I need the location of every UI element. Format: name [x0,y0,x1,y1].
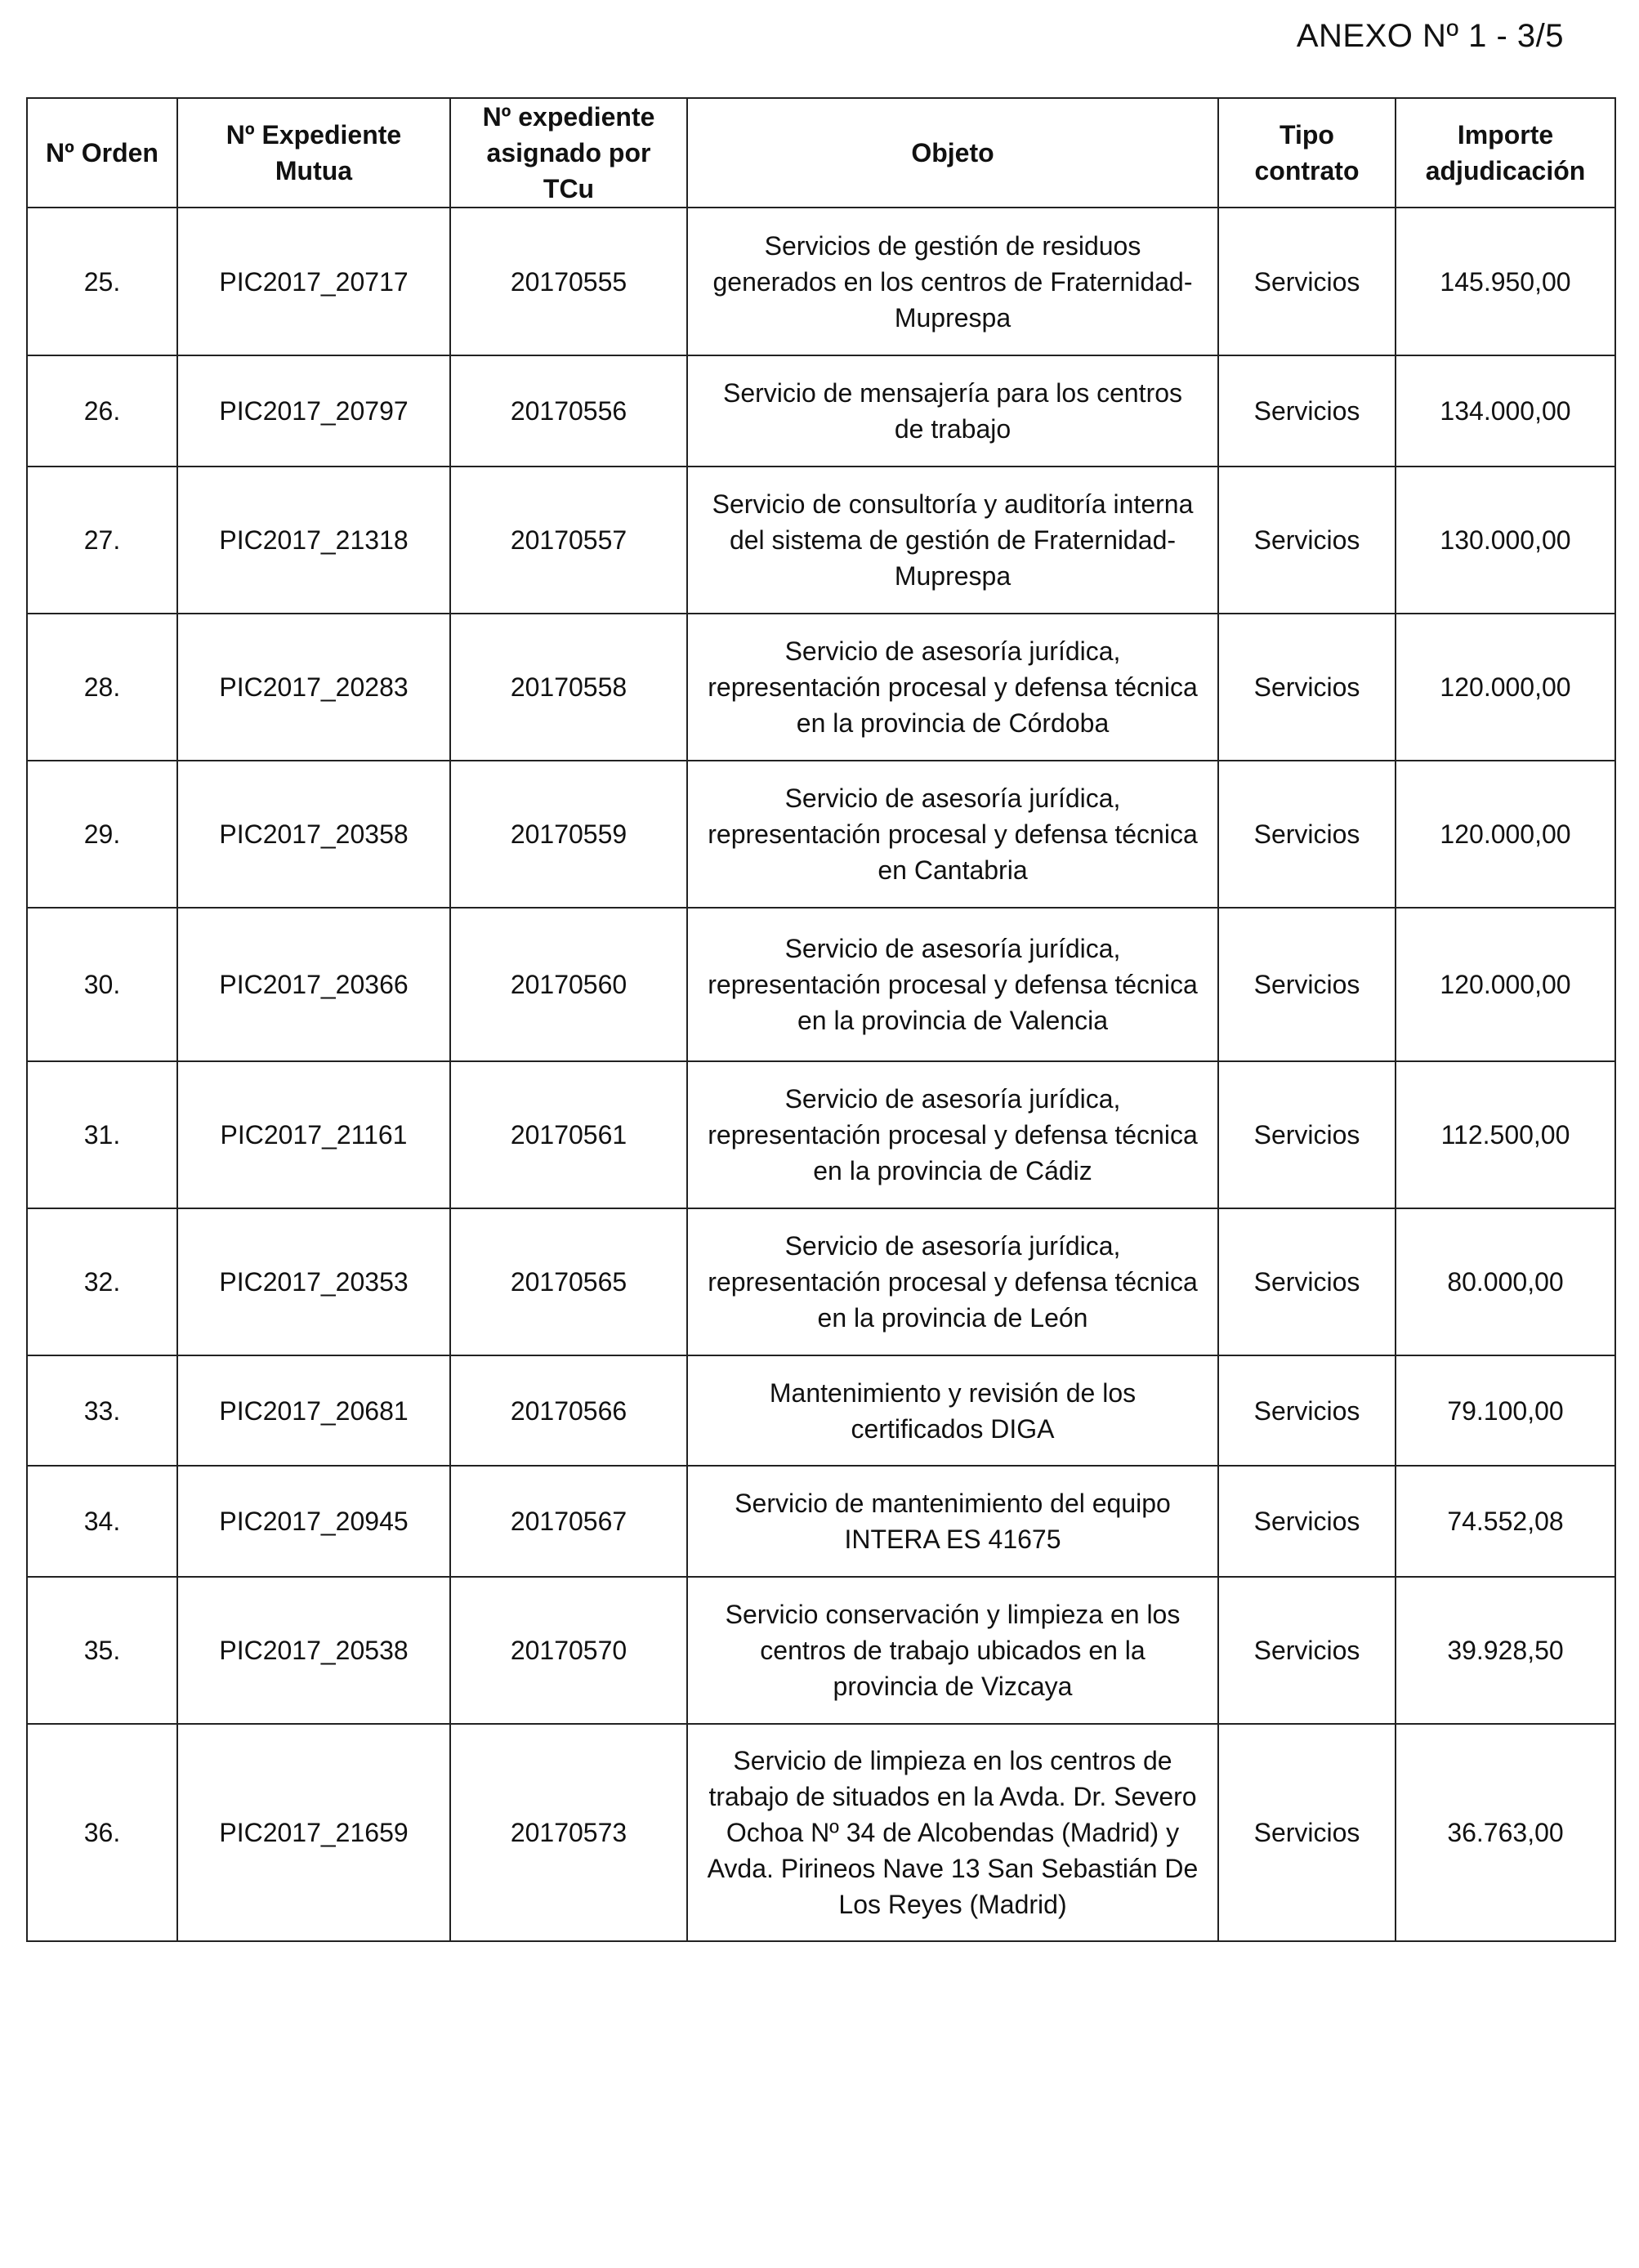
cell-expediente-mutua: PIC2017_20797 [177,355,450,467]
cell-expediente-mutua: PIC2017_20945 [177,1466,450,1577]
table-row [27,1208,1615,1355]
header-tipo-contrato: Tipo contrato [1218,98,1396,208]
cell-expediente-mutua: PIC2017_20717 [177,208,450,355]
cell-tipo-contrato: Servicios [1218,1466,1396,1577]
cell-expediente-tcu: 20170556 [450,355,687,467]
cell-importe: 80.000,00 [1396,1208,1615,1355]
table-row [27,761,1615,908]
cell-tipo-contrato: Servicios [1218,761,1396,908]
cell-expediente-mutua: PIC2017_21659 [177,1724,450,1941]
cell-objeto: Servicio de asesoría jurídica, representación procesal y defensa técnica en la provincia de Valencia [687,908,1218,1061]
table-row [27,1355,1615,1466]
cell-tipo-contrato: Servicios [1218,355,1396,467]
table-row [27,1577,1615,1724]
cell-objeto: Servicio de asesoría jurídica, representación procesal y defensa técnica en la provincia de Córdoba [687,614,1218,761]
cell-tipo-contrato: Servicios [1218,1355,1396,1466]
cell-tipo-contrato: Servicios [1218,614,1396,761]
cell-tipo-contrato: Servicios [1218,1208,1396,1355]
cell-importe: 39.928,50 [1396,1577,1615,1724]
cell-orden: 33. [27,1355,177,1466]
cell-expediente-tcu: 20170557 [450,467,687,614]
cell-orden: 29. [27,761,177,908]
cell-importe: 120.000,00 [1396,614,1615,761]
cell-orden: 30. [27,908,177,1061]
table-row [27,208,1615,355]
annex-title: ANEXO Nº 1 - 3/5 [1296,18,1564,54]
header-orden: Nº Orden [27,98,177,208]
cell-expediente-tcu: 20170573 [450,1724,687,1941]
cell-orden: 27. [27,467,177,614]
contracts-table [26,97,1616,1942]
table-row [27,467,1615,614]
header-importe: Importe adjudicación [1396,98,1615,208]
table-row [27,908,1615,1061]
cell-expediente-mutua: PIC2017_20538 [177,1577,450,1724]
cell-expediente-mutua: PIC2017_21318 [177,467,450,614]
cell-expediente-mutua: PIC2017_20358 [177,761,450,908]
cell-objeto: Servicio conservación y limpieza en los centros de trabajo ubicados en la provincia de Vizcaya [687,1577,1218,1724]
cell-orden: 34. [27,1466,177,1577]
cell-expediente-mutua: PIC2017_21161 [177,1061,450,1208]
cell-tipo-contrato: Servicios [1218,208,1396,355]
cell-objeto: Servicio de consultoría y auditoría interna del sistema de gestión de Fraternidad-Muprespa [687,467,1218,614]
cell-tipo-contrato: Servicios [1218,908,1396,1061]
cell-objeto: Mantenimiento y revisión de los certificados DIGA [687,1355,1218,1466]
cell-expediente-tcu: 20170566 [450,1355,687,1466]
table-row [27,1061,1615,1208]
cell-expediente-tcu: 20170565 [450,1208,687,1355]
cell-importe: 112.500,00 [1396,1061,1615,1208]
cell-objeto: Servicio de asesoría jurídica, representación procesal y defensa técnica en la provincia de León [687,1208,1218,1355]
cell-importe: 36.763,00 [1396,1724,1615,1941]
cell-objeto: Servicio de asesoría jurídica, representación procesal y defensa técnica en la provincia de Cádiz [687,1061,1218,1208]
cell-tipo-contrato: Servicios [1218,467,1396,614]
cell-orden: 36. [27,1724,177,1941]
cell-expediente-tcu: 20170555 [450,208,687,355]
cell-importe: 145.950,00 [1396,208,1615,355]
cell-orden: 28. [27,614,177,761]
header-expediente-tcu: Nº expediente asignado por TCu [450,98,687,208]
cell-orden: 25. [27,208,177,355]
cell-objeto: Servicio de asesoría jurídica, representación procesal y defensa técnica en Cantabria [687,761,1218,908]
cell-expediente-mutua: PIC2017_20366 [177,908,450,1061]
table-row [27,614,1615,761]
table-row [27,355,1615,467]
cell-importe: 134.000,00 [1396,355,1615,467]
cell-importe: 130.000,00 [1396,467,1615,614]
cell-importe: 120.000,00 [1396,761,1615,908]
cell-importe: 120.000,00 [1396,908,1615,1061]
cell-tipo-contrato: Servicios [1218,1577,1396,1724]
cell-tipo-contrato: Servicios [1218,1061,1396,1208]
cell-expediente-tcu: 20170559 [450,761,687,908]
cell-objeto: Servicio de mantenimiento del equipo INTERA ES 41675 [687,1466,1218,1577]
cell-expediente-tcu: 20170561 [450,1061,687,1208]
cell-orden: 35. [27,1577,177,1724]
cell-importe: 74.552,08 [1396,1466,1615,1577]
cell-expediente-tcu: 20170570 [450,1577,687,1724]
cell-objeto: Servicios de gestión de residuos generados en los centros de Fraternidad-Muprespa [687,208,1218,355]
cell-orden: 31. [27,1061,177,1208]
header-expediente-mutua: Nº Expediente Mutua [177,98,450,208]
cell-objeto: Servicio de limpieza en los centros de trabajo de situados en la Avda. Dr. Severo Ochoa Nº 34 de Alcobendas (Madrid) y Avda. Pirineos Nave 13 San Sebastián De Los Reyes (Madrid) [687,1724,1218,1941]
table-header-row [27,98,1615,208]
header-objeto: Objeto [687,98,1218,208]
cell-objeto: Servicio de mensajería para los centros de trabajo [687,355,1218,467]
cell-orden: 32. [27,1208,177,1355]
cell-expediente-tcu: 20170558 [450,614,687,761]
cell-tipo-contrato: Servicios [1218,1724,1396,1941]
cell-expediente-mutua: PIC2017_20283 [177,614,450,761]
cell-orden: 26. [27,355,177,467]
table-row [27,1724,1615,1941]
cell-expediente-tcu: 20170567 [450,1466,687,1577]
cell-importe: 79.100,00 [1396,1355,1615,1466]
cell-expediente-tcu: 20170560 [450,908,687,1061]
cell-expediente-mutua: PIC2017_20681 [177,1355,450,1466]
table-row [27,1466,1615,1577]
cell-expediente-mutua: PIC2017_20353 [177,1208,450,1355]
